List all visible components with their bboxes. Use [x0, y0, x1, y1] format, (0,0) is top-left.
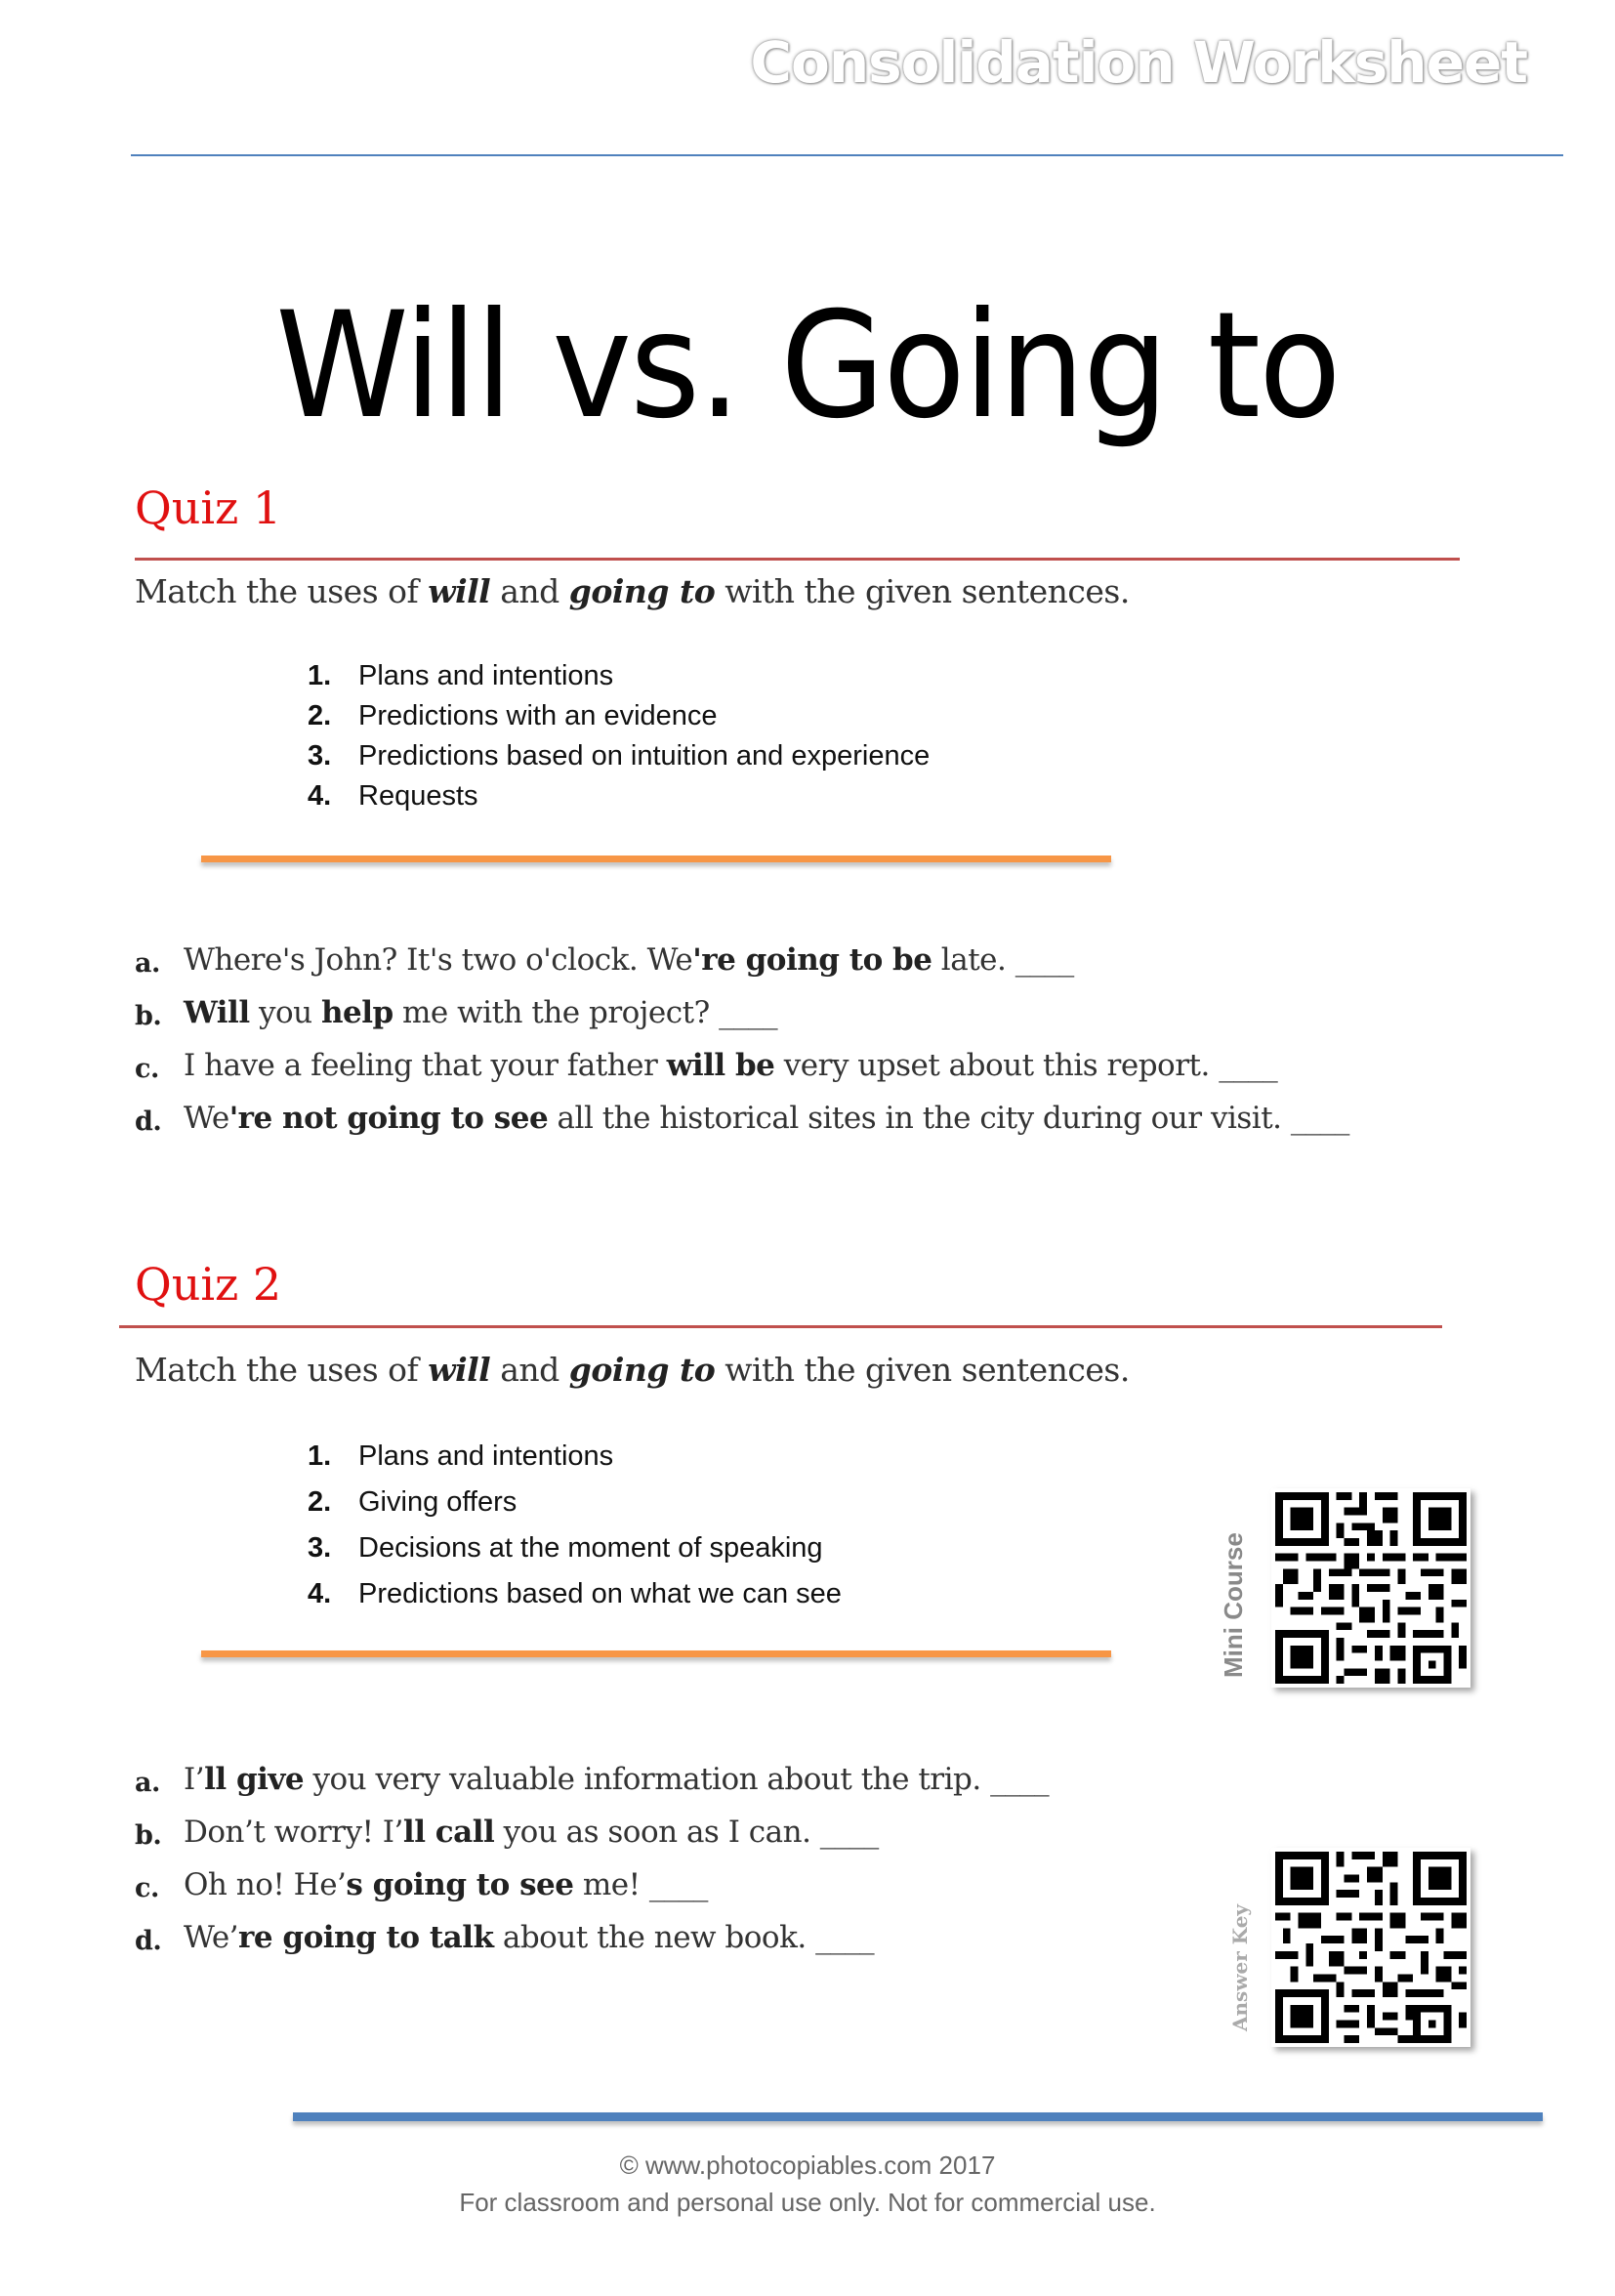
- use-item: [308, 656, 930, 696]
- sentence-letter: c.: [135, 1873, 159, 1903]
- use-number: 3.: [308, 1532, 332, 1564]
- sentence-letter: d.: [135, 1926, 162, 1956]
- sentence-letter: b.: [135, 1820, 162, 1851]
- sentence-text: I have a feeling that your father will be very upset about this report. ____: [184, 1048, 1278, 1083]
- use-number: 1.: [308, 1440, 332, 1472]
- quiz-2-sentences: [135, 1755, 1049, 1966]
- quiz-2-uses-list: [308, 1434, 842, 1617]
- sentence-text: We're not going to see all the historical sites in the city during our visit. ____: [184, 1101, 1349, 1136]
- use-item: [308, 736, 930, 776]
- instruction-text: with the given sentences.: [715, 572, 1130, 610]
- quiz-1-heading: Quiz 1: [135, 481, 282, 534]
- use-number: 3.: [308, 740, 332, 772]
- quiz-2-divider: [119, 1325, 1442, 1328]
- instruction-keyword-will: will: [428, 572, 491, 610]
- use-item: [308, 696, 930, 736]
- quiz-2-instruction: [135, 1351, 1130, 1389]
- use-number: 2.: [308, 700, 332, 731]
- quiz-1-uses-list: [308, 656, 930, 816]
- instruction-text: and: [490, 1351, 569, 1389]
- use-text: Decisions at the moment of speaking: [358, 1532, 823, 1564]
- sentence-letter: a.: [135, 948, 160, 979]
- sentence-letter: a.: [135, 1768, 160, 1798]
- sentence-item: [135, 1808, 1049, 1860]
- use-text: Predictions with an evidence: [358, 700, 718, 731]
- answer-key-label: Answer Key: [1228, 1903, 1252, 2031]
- instruction-text: Match the uses of: [135, 572, 429, 610]
- quiz-2-orange-divider: [201, 1650, 1111, 1657]
- header-divider: [131, 154, 1563, 156]
- sentence-letter: c.: [135, 1054, 159, 1084]
- use-text: Predictions based on what we can see: [358, 1578, 842, 1609]
- use-number: 4.: [308, 1578, 332, 1609]
- instruction-keyword-going-to: going to: [568, 1351, 716, 1389]
- use-text: Plans and intentions: [358, 1440, 614, 1472]
- sentence-text: We’re going to talk about the new book. ____: [184, 1920, 875, 1955]
- instruction-keyword-will: will: [428, 1351, 491, 1389]
- sentence-letter: d.: [135, 1106, 162, 1137]
- use-item: [308, 1480, 842, 1525]
- qr-code-icon: [1275, 1852, 1467, 2043]
- quiz-1-instruction: [135, 572, 1130, 610]
- use-item: [308, 1434, 842, 1480]
- use-text: Plans and intentions: [358, 660, 614, 691]
- use-item: [308, 776, 930, 816]
- instruction-text: with the given sentences.: [715, 1351, 1130, 1389]
- use-number: 1.: [308, 660, 332, 691]
- quiz-1-orange-divider: [201, 856, 1111, 862]
- sentence-item: [135, 936, 1349, 988]
- quiz-1-sentences: [135, 936, 1349, 1147]
- use-number: 4.: [308, 780, 332, 812]
- sentence-text: Where's John? It's two o'clock. We're going to be late. ____: [184, 942, 1074, 978]
- use-item: [308, 1571, 842, 1617]
- sentence-text: Oh no! He’s going to see me! ____: [184, 1867, 708, 1902]
- use-number: 2.: [308, 1486, 332, 1518]
- sentence-text: Will you help me with the project? ____: [184, 995, 778, 1030]
- worksheet-type-label: Consolidation Worksheet: [750, 29, 1527, 96]
- instruction-text: and: [490, 572, 569, 610]
- sentence-text: I’ll give you very valuable information about the trip. ____: [184, 1762, 1050, 1797]
- mini-course-label: Mini Course: [1219, 1532, 1248, 1678]
- sentence-item: [135, 988, 1349, 1041]
- instruction-text: Match the uses of: [135, 1351, 429, 1389]
- mini-course-qr-code[interactable]: [1271, 1488, 1470, 1688]
- use-item: [308, 1525, 842, 1571]
- sentence-item: [135, 1041, 1349, 1094]
- use-text: Giving offers: [358, 1486, 518, 1518]
- sentence-item: [135, 1860, 1049, 1913]
- copyright-text: © www.photocopiables.com 2017: [619, 2150, 996, 2180]
- use-text: Predictions based on intuition and experience: [358, 740, 931, 772]
- footer-divider: [293, 2112, 1543, 2121]
- instruction-keyword-going-to: going to: [568, 572, 716, 610]
- sentence-item: [135, 1755, 1049, 1808]
- page-title: Will vs. Going to: [275, 281, 1340, 451]
- sentence-text: Don’t worry! I’ll call you as soon as I can. ____: [184, 1815, 879, 1850]
- sentence-item: [135, 1913, 1049, 1966]
- use-text: Requests: [358, 780, 478, 812]
- quiz-1-divider: [135, 558, 1460, 561]
- answer-key-qr-code[interactable]: [1271, 1848, 1470, 2047]
- usage-notice: For classroom and personal use only. Not for commercial use.: [459, 2188, 1156, 2217]
- sentence-item: [135, 1094, 1349, 1147]
- qr-code-icon: [1275, 1492, 1467, 1684]
- sentence-letter: b.: [135, 1001, 162, 1031]
- quiz-2-heading: Quiz 2: [135, 1258, 282, 1311]
